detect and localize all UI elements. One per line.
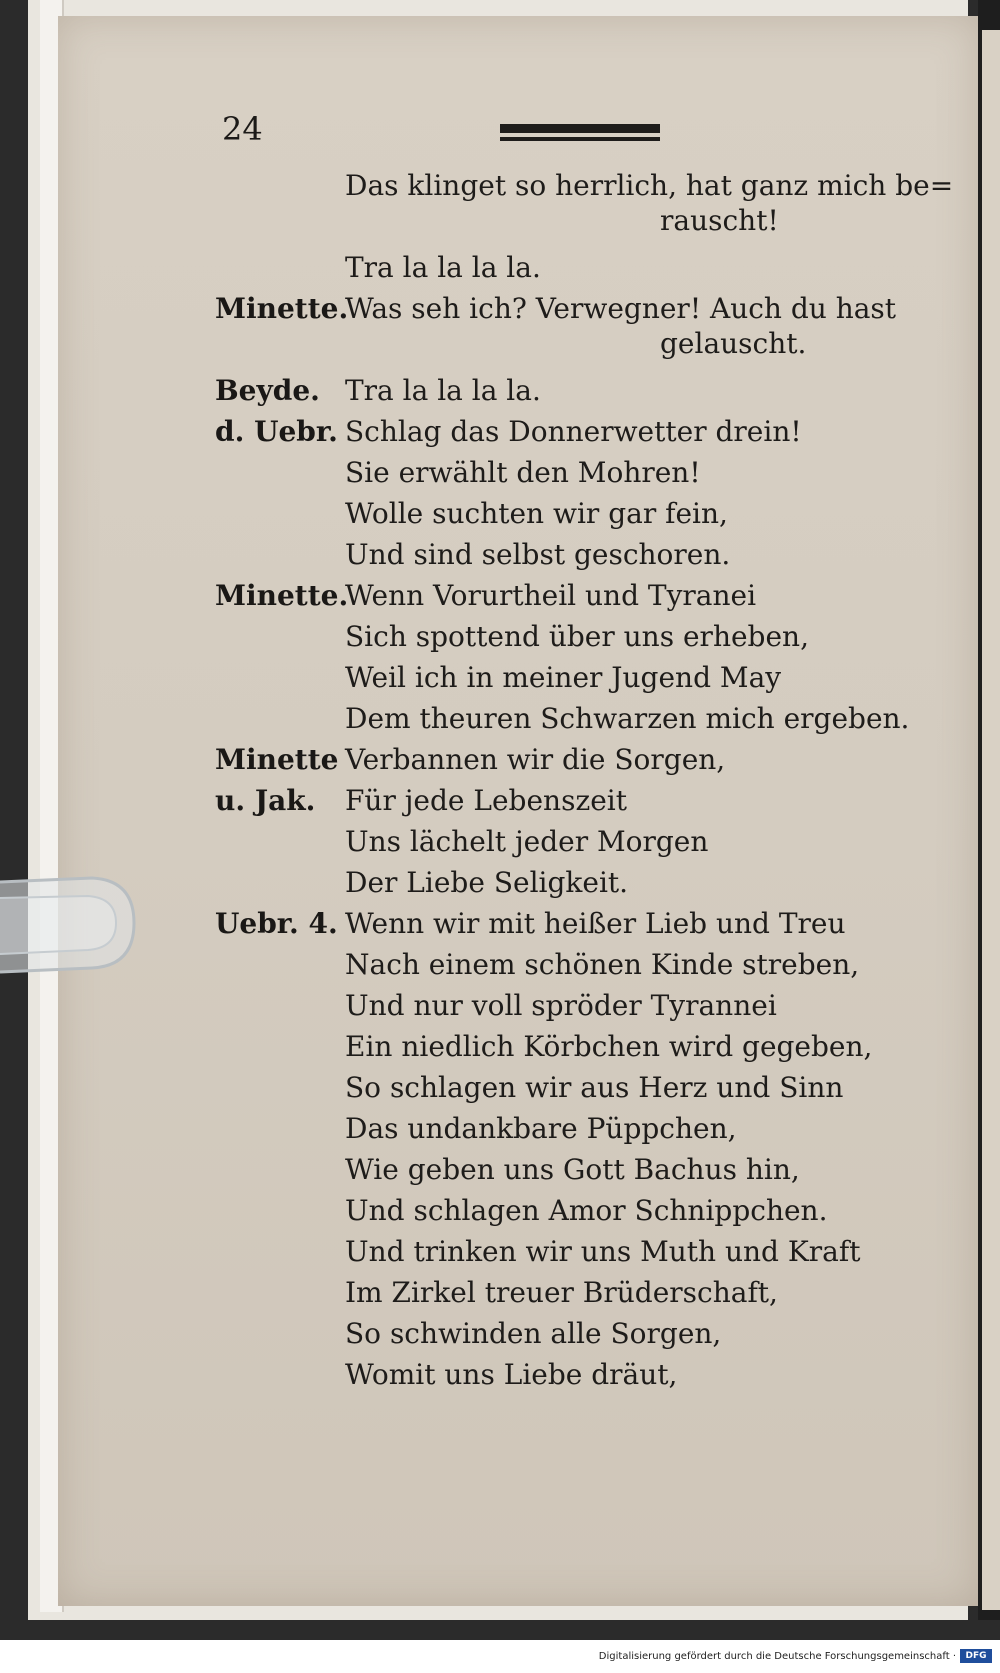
footer-credit: Digitalisierung gefördert durch die Deutsche Forschungsgemeinschaft · <box>598 1651 956 1662</box>
verse-line-continuation: gelauscht. <box>660 327 807 360</box>
verse-line-continuation: rauscht! <box>660 204 779 237</box>
speaker-label: Minette <box>215 743 339 776</box>
verse-line: Und trinken wir uns Muth und Kraft <box>345 1235 861 1268</box>
verse-line: Wolle suchten wir gar fein, <box>345 497 728 530</box>
verse-line: Der Liebe Seligkeit. <box>345 866 629 899</box>
verse-line: Nach einem schönen Kinde streben, <box>345 948 860 981</box>
verse-line: Uns lächelt jeder Morgen <box>345 825 709 858</box>
speaker-label: Beyde. <box>215 374 320 407</box>
verse-line: Wenn wir mit heißer Lieb und Treu <box>345 907 846 940</box>
verse-line: Weil ich in meiner Jugend May <box>345 661 782 694</box>
footer-bar <box>0 1640 1000 1673</box>
verse-line: Und sind selbst geschoren. <box>345 538 731 571</box>
verse-line: Sie erwählt den Mohren! <box>345 456 701 489</box>
speaker-label: Minette. <box>215 292 349 325</box>
verse-line: Dem theuren Schwarzen mich ergeben. <box>345 702 910 735</box>
facing-page-edge <box>982 30 1000 1610</box>
verse-line: Wie geben uns Gott Bachus hin, <box>345 1153 800 1186</box>
header-rule-thin <box>500 137 660 141</box>
speaker-label: u. Jak. <box>215 784 316 817</box>
paper-clip-icon <box>0 868 138 978</box>
speaker-label: d. Uebr. <box>215 415 338 448</box>
verse-line: Das undankbare Püppchen, <box>345 1112 737 1145</box>
speaker-label: Uebr. 4. <box>215 907 338 940</box>
header-rule-thick <box>500 124 660 133</box>
verse-line: Das klinget so herrlich, hat ganz mich be= <box>345 169 954 202</box>
verse-line: Womit uns Liebe dräut, <box>345 1358 678 1391</box>
verse-line: Im Zirkel treuer Brüderschaft, <box>345 1276 778 1309</box>
verse-line: Sich spottend über uns erheben, <box>345 620 809 653</box>
verse-line: Tra la la la la. <box>345 251 541 284</box>
verse-line: Für jede Lebenszeit <box>345 784 627 817</box>
verse-line: Und schlagen Amor Schnippchen. <box>345 1194 828 1227</box>
verse-line: Und nur voll spröder Tyrannei <box>345 989 777 1022</box>
verse-line: Tra la la la la. <box>345 374 541 407</box>
verse-line: Schlag das Donnerwetter drein! <box>345 415 802 448</box>
verse-line: So schwinden alle Sorgen, <box>345 1317 722 1350</box>
verse-line: So schlagen wir aus Herz und Sinn <box>345 1071 844 1104</box>
page-number: 24 <box>222 110 263 148</box>
verse-line: Ein niedlich Körbchen wird gegeben, <box>345 1030 873 1063</box>
verse-line: Was seh ich? Verwegner! Auch du hast <box>345 292 897 325</box>
dfg-logo: DFG <box>960 1649 992 1663</box>
verse-line: Verbannen wir die Sorgen, <box>345 743 726 776</box>
verse-line: Wenn Vorurtheil und Tyranei <box>345 579 757 612</box>
speaker-label: Minette. <box>215 579 349 612</box>
